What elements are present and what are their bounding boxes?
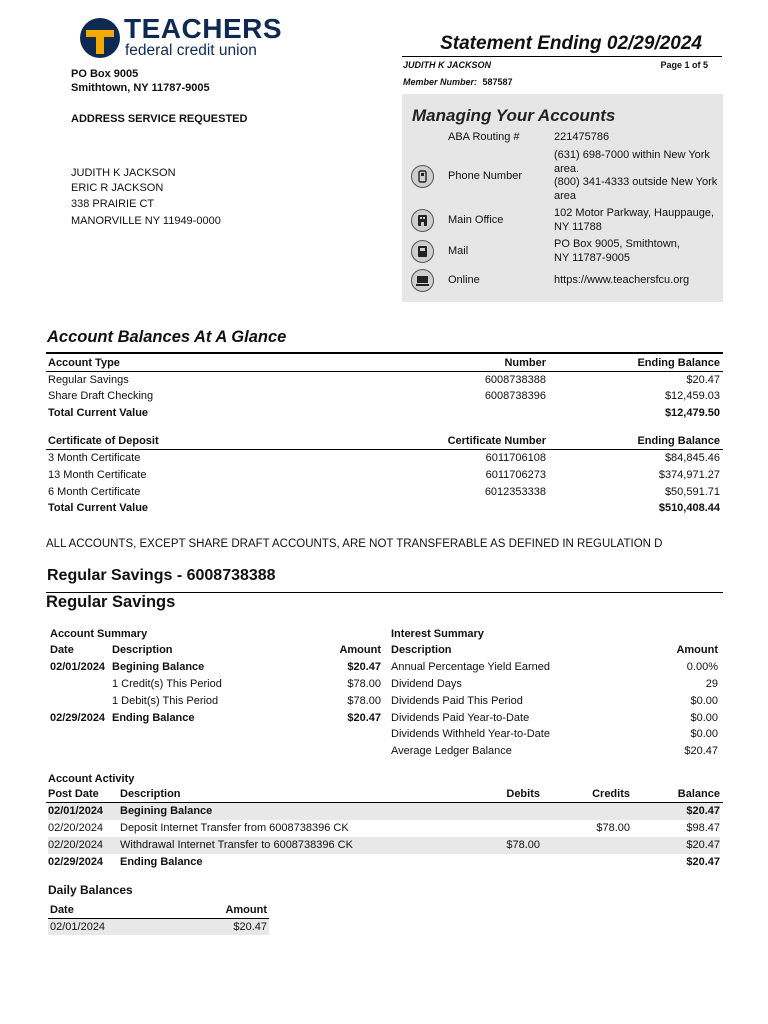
managing-title: Managing Your Accounts	[412, 106, 616, 125]
account-type: Share Draft Checking	[48, 390, 154, 402]
total-value: $12,479.50	[664, 407, 720, 419]
office-icon	[411, 209, 434, 232]
activity-desc: Withdrawal Internet Transfer to 6008738396 CK	[120, 839, 353, 851]
statement-title: Statement Ending 02/29/2024	[440, 33, 702, 54]
header-description: Description	[120, 788, 181, 800]
online-value: https://www.teachersfcu.org	[554, 274, 690, 286]
recipient-line-2: ERIC R JACKSON	[71, 182, 164, 194]
logo-name: TEACHERS	[124, 13, 283, 44]
phone-label: Phone Number	[448, 170, 522, 182]
table-row	[48, 854, 720, 871]
account-balance: $20.47	[686, 374, 720, 386]
table-row	[48, 919, 269, 935]
routing-value: 221475786	[554, 131, 610, 143]
header-balance: Balance	[677, 788, 720, 800]
statement-rule	[402, 56, 722, 57]
table-row	[48, 837, 720, 854]
regulation-notice: ALL ACCOUNTS, EXCEPT SHARE DRAFT ACCOUNTS, ARE NOT TRANSFERABLE AS DEFINED IN REGULATION D	[46, 538, 663, 550]
summary-desc: 1 Credit(s) This Period	[112, 678, 222, 690]
sender-line-2: Smithtown, NY 11787-9005	[71, 82, 210, 94]
summary-desc: Ending Balance	[112, 712, 195, 724]
account-summary-title: Account Summary	[50, 628, 148, 640]
savings-rule	[46, 592, 723, 593]
activity-desc: Deposit Internet Transfer from 6008738396 CK	[120, 822, 349, 834]
interest-desc: Dividend Days	[391, 678, 462, 690]
table-row	[48, 374, 720, 390]
interest-summary-title: Interest Summary	[391, 628, 484, 640]
interest-header-amount: Amount	[676, 644, 718, 656]
header-number: Number	[504, 357, 546, 369]
daily-amount: $20.47	[233, 921, 267, 933]
header-debits: Debits	[506, 788, 540, 800]
daily-balances-title: Daily Balances	[48, 883, 133, 897]
summary-header-desc: Description	[112, 644, 173, 656]
interest-amount: $20.47	[684, 745, 718, 757]
activity-date: 02/29/2024	[48, 856, 104, 868]
interest-amount: $0.00	[690, 728, 718, 740]
table-row	[48, 390, 720, 406]
total-label: Total Current Value	[48, 407, 149, 419]
daily-header-amount: Amount	[225, 904, 267, 916]
header-ending-balance: Ending Balance	[637, 357, 720, 369]
savings-title: Regular Savings - 6008738388	[47, 567, 276, 584]
page-number: Page 1 of 5	[660, 60, 708, 70]
balances-header-rule	[46, 371, 723, 372]
cert-balance: $374,971.27	[658, 469, 720, 481]
header-account-type: Account Type	[48, 357, 120, 369]
logo-mark-icon	[80, 18, 120, 58]
table-row	[48, 820, 720, 837]
total-value: $510,408.44	[658, 502, 720, 514]
table-row	[48, 469, 720, 485]
account-type: Regular Savings	[48, 374, 129, 386]
member-number-label: Member Number:	[403, 77, 478, 87]
total-row	[48, 407, 720, 423]
interest-amount: $0.00	[690, 695, 718, 707]
header-post-date: Post Date	[48, 788, 99, 800]
header-cert-number: Certificate Number	[447, 435, 546, 447]
cd-header-rule	[46, 449, 723, 450]
activity-title: Account Activity	[48, 773, 135, 785]
daily-date: 02/01/2024	[50, 921, 106, 933]
activity-credit: $78.00	[596, 822, 630, 834]
summary-amount: $20.47	[347, 661, 381, 673]
logo-subtitle: federal credit union	[125, 42, 257, 59]
activity-date: 02/01/2024	[48, 805, 104, 817]
cert-balance: $50,591.71	[664, 486, 720, 498]
cert-number: 6012353338	[484, 486, 546, 498]
office-label: Main Office	[448, 214, 504, 226]
summary-amount: $78.00	[347, 678, 381, 690]
sender-line-1: PO Box 9005	[71, 68, 139, 80]
activity-desc: Begining Balance	[120, 805, 213, 817]
interest-amount: 29	[705, 678, 718, 690]
account-number: 6008738396	[484, 390, 546, 402]
total-label: Total Current Value	[48, 502, 149, 514]
header-ending-balance: Ending Balance	[637, 435, 720, 447]
header-cd: Certificate of Deposit	[48, 435, 159, 447]
mail-value: PO Box 9005, Smithtown, NY 11787-9005	[554, 238, 680, 264]
daily-header-date: Date	[50, 904, 74, 916]
online-label: Online	[448, 274, 480, 286]
cert-balance: $84,845.46	[664, 452, 720, 464]
interest-header-desc: Description	[391, 644, 452, 656]
activity-date: 02/20/2024	[48, 839, 104, 851]
total-row	[48, 502, 720, 518]
activity-date: 02/20/2024	[48, 822, 104, 834]
account-balance: $12,459.03	[664, 390, 720, 402]
activity-balance: $20.47	[686, 856, 720, 868]
interest-amount: 0.00%	[686, 661, 718, 673]
cert-number: 6011706273	[485, 469, 546, 481]
summary-date: 02/29/2024	[50, 712, 106, 724]
interest-desc: Dividends Withheld Year-to-Date	[391, 728, 550, 740]
account-number: 6008738388	[484, 374, 546, 386]
cert-number: 6011706108	[485, 452, 546, 464]
cert-type: 13 Month Certificate	[48, 469, 147, 481]
summary-desc: Begining Balance	[112, 661, 205, 673]
interest-desc: Dividends Paid Year-to-Date	[391, 712, 530, 724]
address-service: ADDRESS SERVICE REQUESTED	[71, 113, 248, 125]
activity-balance: $20.47	[686, 839, 720, 851]
savings-subtitle: Regular Savings	[46, 593, 176, 611]
table-row	[48, 803, 720, 820]
interest-desc: Average Ledger Balance	[391, 745, 512, 757]
mail-icon	[411, 240, 434, 263]
summary-amount: $78.00	[347, 695, 381, 707]
table-row	[48, 486, 720, 502]
activity-balance: $20.47	[686, 805, 720, 817]
member-number-value: 587587	[482, 77, 513, 87]
cert-type: 6 Month Certificate	[48, 486, 141, 498]
table-row	[48, 452, 720, 468]
summary-desc: 1 Debit(s) This Period	[112, 695, 219, 707]
interest-desc: Annual Percentage Yield Earned	[391, 661, 551, 673]
member-number	[403, 77, 513, 87]
cert-type: 3 Month Certificate	[48, 452, 141, 464]
office-value: 102 Motor Parkway, Hauppauge, NY 11788	[554, 207, 714, 233]
activity-debit: $78.00	[506, 839, 540, 851]
recipient-line-1: JUDITH K JACKSON	[71, 167, 176, 179]
recipient-line-3: 338 PRAIRIE CT	[71, 198, 155, 210]
summary-header-date: Date	[50, 644, 74, 656]
phone-value: (631) 698-7000 within New York area. (800) 341-4333 outside New York area	[554, 149, 718, 202]
balances-title: Account Balances At A Glance	[47, 328, 287, 346]
header-credits: Credits	[592, 788, 630, 800]
member-name: JUDITH K JACKSON	[403, 60, 492, 70]
interest-desc: Dividends Paid This Period	[391, 695, 523, 707]
routing-label: ABA Routing #	[448, 131, 520, 143]
mail-label: Mail	[448, 245, 469, 257]
summary-amount: $20.47	[347, 712, 381, 724]
summary-date: 02/01/2024	[50, 661, 106, 673]
activity-balance: $98.47	[686, 822, 720, 834]
recipient-line-4: MANORVILLE NY 11949-0000	[71, 215, 221, 227]
phone-icon	[411, 165, 434, 188]
activity-desc: Ending Balance	[120, 856, 203, 868]
balances-rule	[46, 352, 723, 354]
summary-header-amount: Amount	[339, 644, 381, 656]
interest-amount: $0.00	[690, 712, 718, 724]
online-icon	[411, 269, 434, 292]
